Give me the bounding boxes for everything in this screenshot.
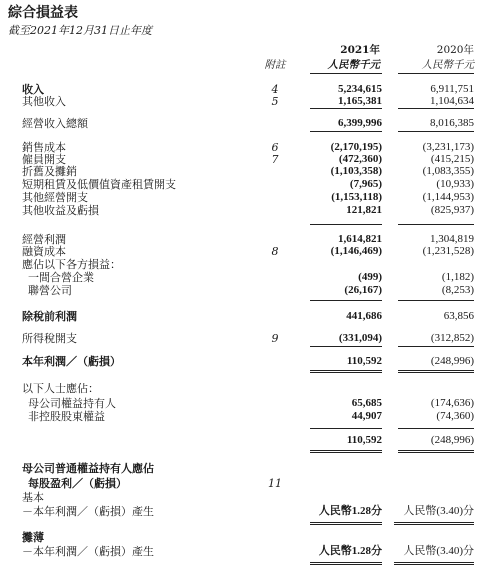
- rule-before-pbt-2020: [398, 300, 474, 301]
- row-value-2021: (499): [358, 271, 382, 283]
- unit-2021-header: 人民幣千元: [327, 59, 380, 71]
- row-label: 其他收益及虧損: [22, 204, 99, 217]
- rule-before-total: [310, 108, 382, 109]
- rule-before-total-2020: [398, 108, 474, 109]
- row-value-2020: (1,083,355): [422, 165, 474, 177]
- row-label: 聯營公司: [28, 284, 72, 297]
- row-label: 收入: [22, 83, 44, 96]
- row-value-2021: 121,821: [346, 204, 382, 216]
- row-value-2021: (1,153,118): [331, 191, 382, 203]
- row-value-2020: (74,360): [436, 410, 474, 422]
- eps-heading-1: 母公司普通權益持有人應佔: [22, 462, 154, 475]
- row-label: 折舊及攤銷: [22, 165, 77, 178]
- row-value-2020: (8,253): [441, 284, 474, 296]
- row-label: 融資成本: [22, 245, 66, 258]
- row-label: 本年利潤／（虧損）: [22, 355, 121, 368]
- row-label: 以下人士應佔：: [22, 382, 99, 395]
- row-value-2021: 110,592: [346, 355, 382, 367]
- row-value-2021: 65,685: [351, 397, 382, 409]
- row-value-2021: (472,360): [338, 153, 382, 165]
- row-label: 經營利潤: [22, 233, 66, 246]
- row-value-2020: (1,231,528): [422, 245, 474, 257]
- row-value-2020: 1,104,634: [430, 95, 474, 107]
- rule-eps-basic: [310, 522, 382, 525]
- eps-basic-label: 基本: [22, 491, 44, 504]
- row-label: 母公司權益持有人: [28, 397, 116, 410]
- row-note: 7: [271, 153, 279, 166]
- header-rule-2021: [310, 73, 382, 74]
- row-label: 其他收入: [22, 95, 66, 108]
- row-label: 僱員開支: [22, 153, 66, 166]
- row-label: 所得稅開支: [22, 332, 77, 345]
- row-label: 非控股股東權益: [28, 410, 105, 423]
- eps-heading-2: 每股盈利／（虧損）: [28, 477, 127, 490]
- row-value-2021: (26,167): [344, 284, 382, 296]
- eps-diluted-2020: 人民幣(3.40)分: [403, 545, 474, 557]
- row-value-2020: 63,856: [443, 310, 474, 322]
- rule-eps-diluted-2020: [394, 562, 474, 565]
- row-value-2021: 5,234,615: [338, 83, 382, 95]
- header-rule-2020: [398, 73, 474, 74]
- row-value-2021: (7,965): [349, 178, 382, 190]
- row-value-2021: (2,170,195): [330, 141, 382, 153]
- row-label: 除稅前利潤: [22, 310, 77, 323]
- row-value-2020: (3,231,173): [422, 141, 474, 153]
- rule-before-attrib-total-2020: [398, 428, 474, 429]
- rule-after-profit-2020: [398, 370, 474, 373]
- eps-diluted-label: 攤薄: [22, 531, 44, 544]
- row-value-2021: (1,146,469): [330, 245, 382, 257]
- row-value-2020: (825,937): [430, 204, 474, 216]
- row-label: 銷售成本: [22, 141, 66, 154]
- row-value-2020: (10,933): [436, 178, 474, 190]
- eps-basic-2020: 人民幣(3.40)分: [403, 505, 474, 517]
- eps-diluted-row-label: －本年利潤／（虧損）產生: [22, 545, 154, 558]
- row-value-2020: (174,636): [430, 397, 474, 409]
- year-2021-header: 2021年: [340, 44, 380, 56]
- rule-before-op-profit-2020: [398, 224, 474, 225]
- rule-after-attrib-total: [310, 450, 382, 453]
- row-value-2021: 1,614,821: [338, 233, 382, 245]
- page-subtitle: 截至2021年12月31日止年度: [8, 24, 152, 37]
- eps-basic-2021: 人民幣1.28分: [318, 505, 382, 517]
- row-note: 9: [271, 332, 279, 345]
- row-value-2021: (1,103,358): [330, 165, 382, 177]
- row-value-2020: (248,996): [430, 434, 474, 446]
- rule-before-op-profit: [310, 224, 382, 225]
- year-2020-header: 2020年: [436, 44, 474, 56]
- row-value-2020: 6,911,751: [430, 83, 474, 95]
- rule-after-attrib-total-2020: [398, 450, 474, 453]
- rule-after-profit: [310, 370, 382, 373]
- row-value-2020: (1,144,953): [422, 191, 474, 203]
- row-value-2021: 44,907: [351, 410, 382, 422]
- rule-eps-basic-2020: [394, 522, 474, 525]
- note-column-header: 附註: [264, 59, 286, 71]
- eps-diluted-2021: 人民幣1.28分: [318, 545, 382, 557]
- row-value-2020: 1,304,819: [430, 233, 474, 245]
- rule-after-total-2020: [398, 131, 474, 132]
- row-note: 4: [271, 83, 279, 96]
- row-label: 應佔以下各方損益：: [22, 258, 121, 271]
- row-value-2020: (248,996): [430, 355, 474, 367]
- rule-before-profit-2020: [398, 346, 474, 347]
- row-note: 5: [271, 95, 279, 108]
- unit-2020-header: 人民幣千元: [421, 59, 474, 71]
- row-note: 8: [271, 245, 279, 258]
- row-label: 一間合營企業: [28, 271, 94, 284]
- row-value-2020: 8,016,385: [430, 117, 474, 129]
- row-value-2021: 1,165,381: [338, 95, 382, 107]
- row-value-2021: 441,686: [346, 310, 382, 322]
- row-value-2021: 110,592: [346, 434, 382, 446]
- rule-before-profit: [310, 346, 382, 347]
- row-note: 6: [271, 141, 279, 154]
- row-value-2020: (312,852): [430, 332, 474, 344]
- page-title: 綜合損益表: [8, 5, 78, 21]
- row-label: 其他經營開支: [22, 191, 88, 204]
- row-value-2020: (1,182): [441, 271, 474, 283]
- row-value-2021: 6,399,996: [338, 117, 382, 129]
- eps-basic-row-label: －本年利潤／（虧損）產生: [22, 505, 154, 518]
- eps-note: 11: [268, 477, 282, 490]
- rule-eps-diluted: [310, 562, 382, 565]
- rule-before-pbt: [310, 300, 382, 301]
- rule-after-total: [310, 131, 382, 132]
- rule-before-attrib-total: [310, 428, 382, 429]
- row-value-2020: (415,215): [430, 153, 474, 165]
- row-label: 短期租賃及低價值資產租賃開支: [22, 178, 176, 191]
- row-value-2021: (331,094): [338, 332, 382, 344]
- row-label: 經營收入總額: [22, 117, 88, 130]
